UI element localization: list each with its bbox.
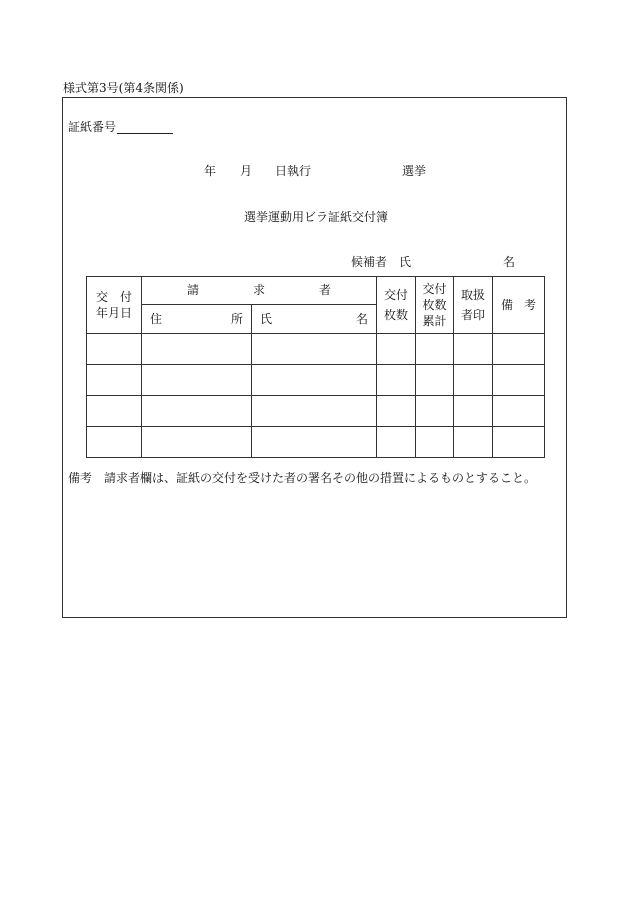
table-row: [87, 334, 545, 365]
requester-header: 請 求 者: [142, 277, 377, 305]
table-row: [87, 427, 545, 458]
name-subheader: 氏 名: [252, 305, 377, 334]
form-title: 選挙運動用ビラ証紙交付簿: [244, 210, 389, 224]
table-row: [87, 365, 545, 396]
issued-count-header: 交付 枚数: [377, 277, 416, 334]
candidate-name-suffix: 名: [503, 255, 516, 269]
address-subheader: 住 所: [142, 305, 252, 334]
election-year-label: 年: [204, 164, 217, 178]
certificate-number-label: 証紙番号: [68, 120, 117, 134]
form-number: 様式第3号(第4条関係): [63, 81, 184, 95]
election-day-held-label: 日執行: [275, 164, 312, 178]
remarks-note: 備考 請求者欄は、証紙の交付を受けた者の署名その他の措置によるものとすること。: [68, 471, 537, 485]
election-label: 選挙: [402, 164, 427, 178]
election-month-label: 月: [240, 164, 253, 178]
candidate-label: 候補者 氏: [351, 255, 412, 269]
remarks-header: 備 考: [493, 277, 545, 334]
cumulative-count-header: 交付 枚数 累計: [416, 277, 454, 334]
handler-seal-header: 取扱 者印: [454, 277, 493, 334]
table-row: [87, 396, 545, 427]
certificate-number-blank: [117, 133, 173, 134]
date-column-header: 交 付 年月日: [87, 277, 142, 334]
issuance-table: [86, 276, 545, 458]
